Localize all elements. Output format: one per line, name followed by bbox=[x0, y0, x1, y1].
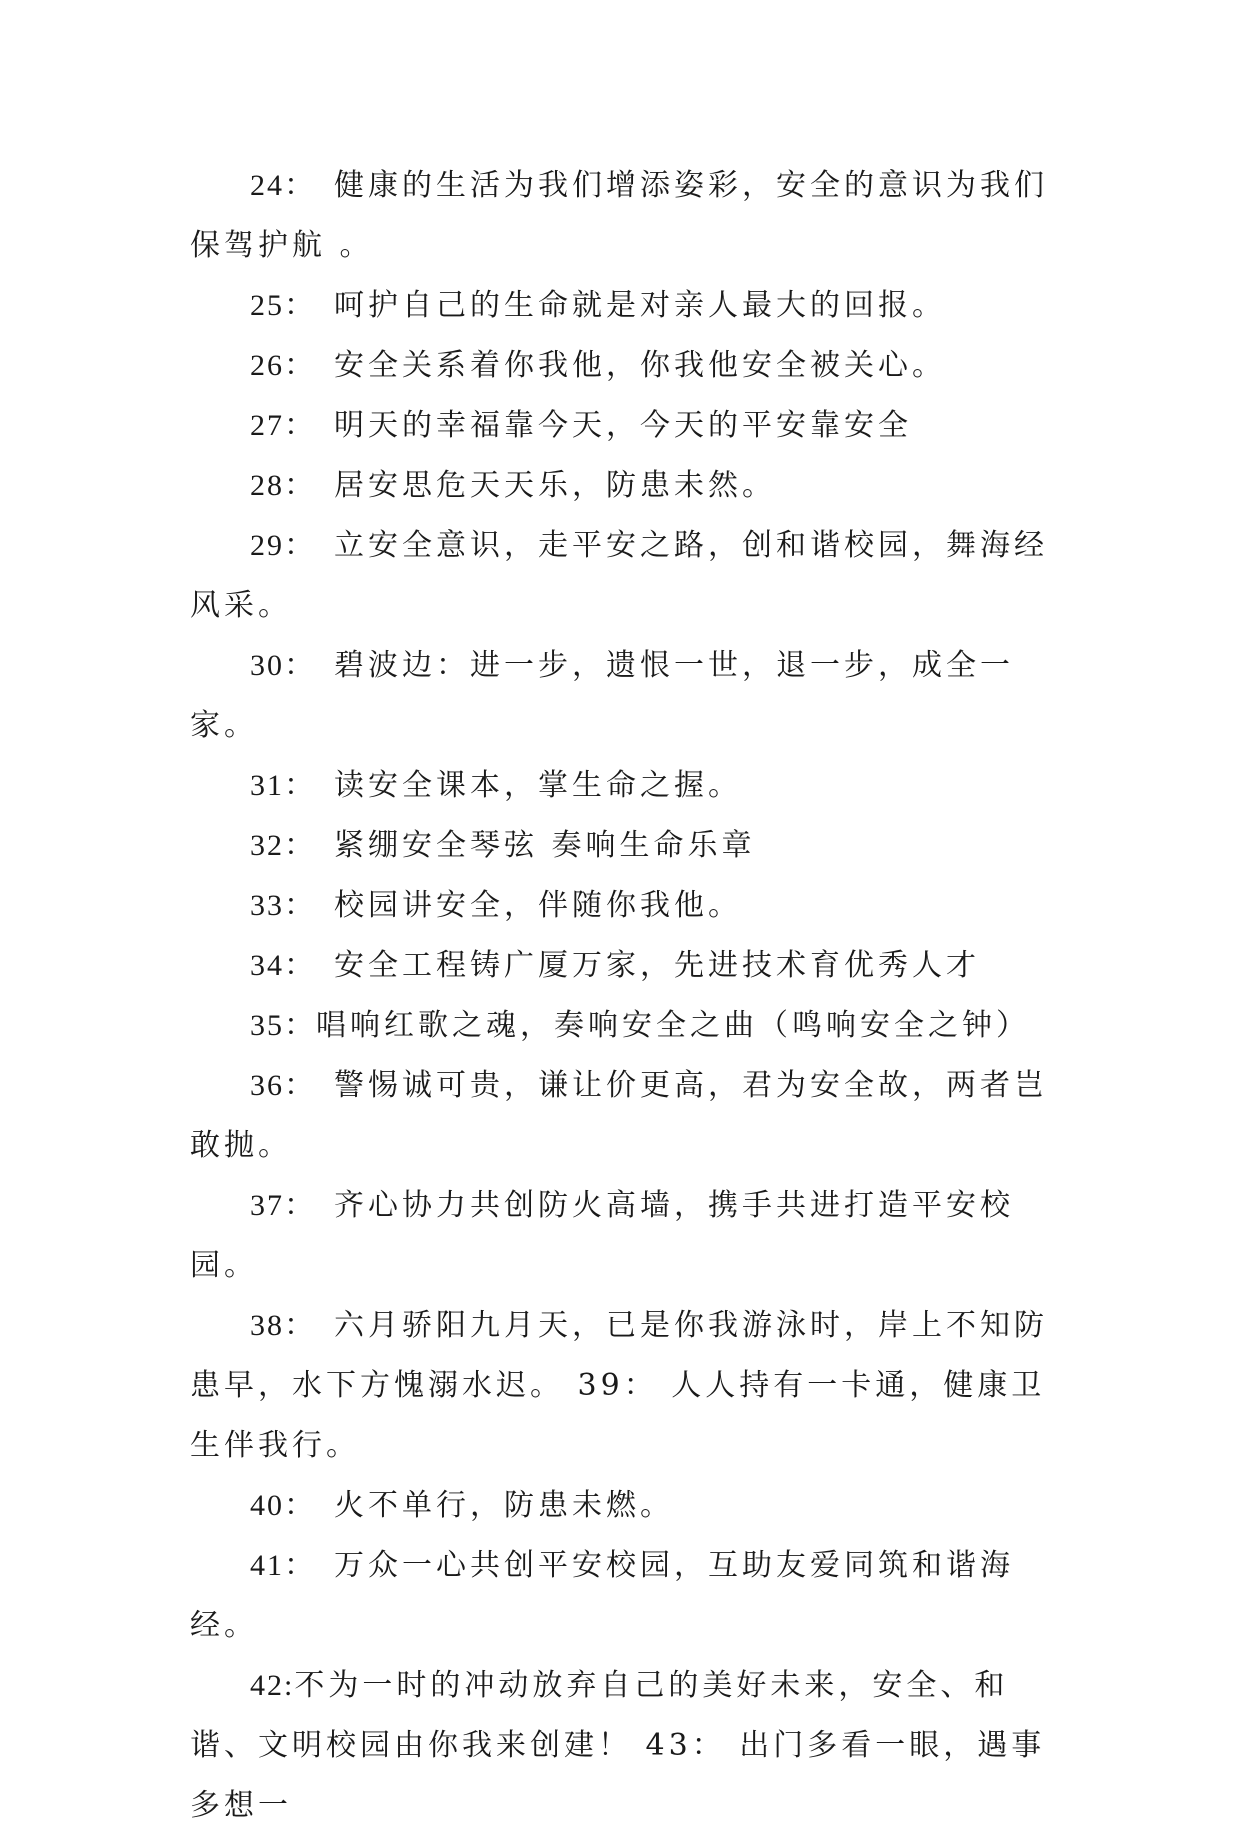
item-text: 万众一心共创平安校园，互助友爱同筑和谐海经。 bbox=[190, 1548, 1014, 1643]
item-text: 呵护自己的生命就是对亲人最大的回报。 bbox=[334, 288, 946, 323]
item-number: 33： bbox=[250, 889, 316, 922]
item-number: 35： bbox=[250, 1009, 316, 1042]
paragraph-30 bbox=[190, 636, 1070, 756]
item-text: 紧绷安全琴弦 奏响生命乐章 bbox=[334, 828, 756, 863]
item-number: 32： bbox=[250, 829, 316, 862]
item-number: 29： bbox=[250, 529, 316, 562]
item-text: 健康的生活为我们增添姿彩，安全的意识为我们保驾护航 。 bbox=[190, 168, 1048, 263]
item-text: 明天的幸福靠今天，今天的平安靠安全 bbox=[334, 408, 912, 443]
item-text: 校园讲安全，伴随你我他。 bbox=[334, 888, 742, 923]
item-number: 37： bbox=[250, 1189, 316, 1222]
paragraph-26 bbox=[190, 336, 1070, 396]
item-text: 居安思危天天乐，防患未然。 bbox=[334, 468, 776, 503]
paragraph-38 bbox=[190, 1296, 1070, 1476]
item-number: 26： bbox=[250, 349, 316, 382]
item-number: 40： bbox=[250, 1489, 316, 1522]
item-text: 火不单行，防患未燃。 bbox=[334, 1488, 674, 1523]
paragraph-24 bbox=[190, 156, 1070, 276]
item-number: 36： bbox=[250, 1069, 316, 1102]
item-text: 安全工程铸广厦万家，先进技术育优秀人才 bbox=[334, 948, 980, 983]
document-body bbox=[190, 156, 1070, 1836]
paragraph-31 bbox=[190, 756, 1070, 816]
paragraph-25 bbox=[190, 276, 1070, 336]
paragraph-28 bbox=[190, 456, 1070, 516]
paragraph-42 bbox=[190, 1656, 1070, 1836]
paragraph-33 bbox=[190, 876, 1070, 936]
item-text: 唱响红歌之魂，奏响安全之曲（鸣响安全之钟） bbox=[316, 1008, 1030, 1043]
item-text: 安全关系着你我他，你我他安全被关心。 bbox=[334, 348, 946, 383]
item-number: 31： bbox=[250, 769, 316, 802]
item-text: 齐心协力共创防火高墙，携手共进打造平安校园。 bbox=[190, 1188, 1014, 1283]
item-number: 25： bbox=[250, 289, 316, 322]
item-number: 27： bbox=[250, 409, 316, 442]
paragraph-36 bbox=[190, 1056, 1070, 1176]
item-text: 不为一时的冲动放弃自己的美好未来，安全、和谐、文明校园由你我来创建！ 43： 出门多看一眼，遇事多想一 bbox=[190, 1668, 1046, 1823]
item-number: 24： bbox=[250, 169, 316, 202]
paragraph-27 bbox=[190, 396, 1070, 456]
paragraph-29 bbox=[190, 516, 1070, 636]
item-number: 42: bbox=[250, 1669, 295, 1702]
paragraph-35 bbox=[190, 996, 1070, 1056]
paragraph-32 bbox=[190, 816, 1070, 876]
item-number: 34： bbox=[250, 949, 316, 982]
item-number: 38： bbox=[250, 1309, 316, 1342]
item-text: 碧波边：进一步，遗恨一世，退一步，成全一家。 bbox=[190, 648, 1014, 743]
paragraph-37 bbox=[190, 1176, 1070, 1296]
paragraph-34 bbox=[190, 936, 1070, 996]
paragraph-40 bbox=[190, 1476, 1070, 1536]
item-text: 六月骄阳九月天，已是你我游泳时，岸上不知防患早，水下方愧溺水迟。 39： 人人持有一卡通，健康卫生伴我行。 bbox=[190, 1308, 1048, 1463]
item-number: 28： bbox=[250, 469, 316, 502]
item-number: 30： bbox=[250, 649, 316, 682]
item-text: 立安全意识，走平安之路，创和谐校园，舞海经风采。 bbox=[190, 528, 1048, 623]
item-text: 读安全课本，掌生命之握。 bbox=[334, 768, 742, 803]
item-text: 警惕诚可贵，谦让价更高，君为安全故，两者岂敢抛。 bbox=[190, 1068, 1048, 1163]
item-number: 41： bbox=[250, 1549, 316, 1582]
paragraph-41 bbox=[190, 1536, 1070, 1656]
